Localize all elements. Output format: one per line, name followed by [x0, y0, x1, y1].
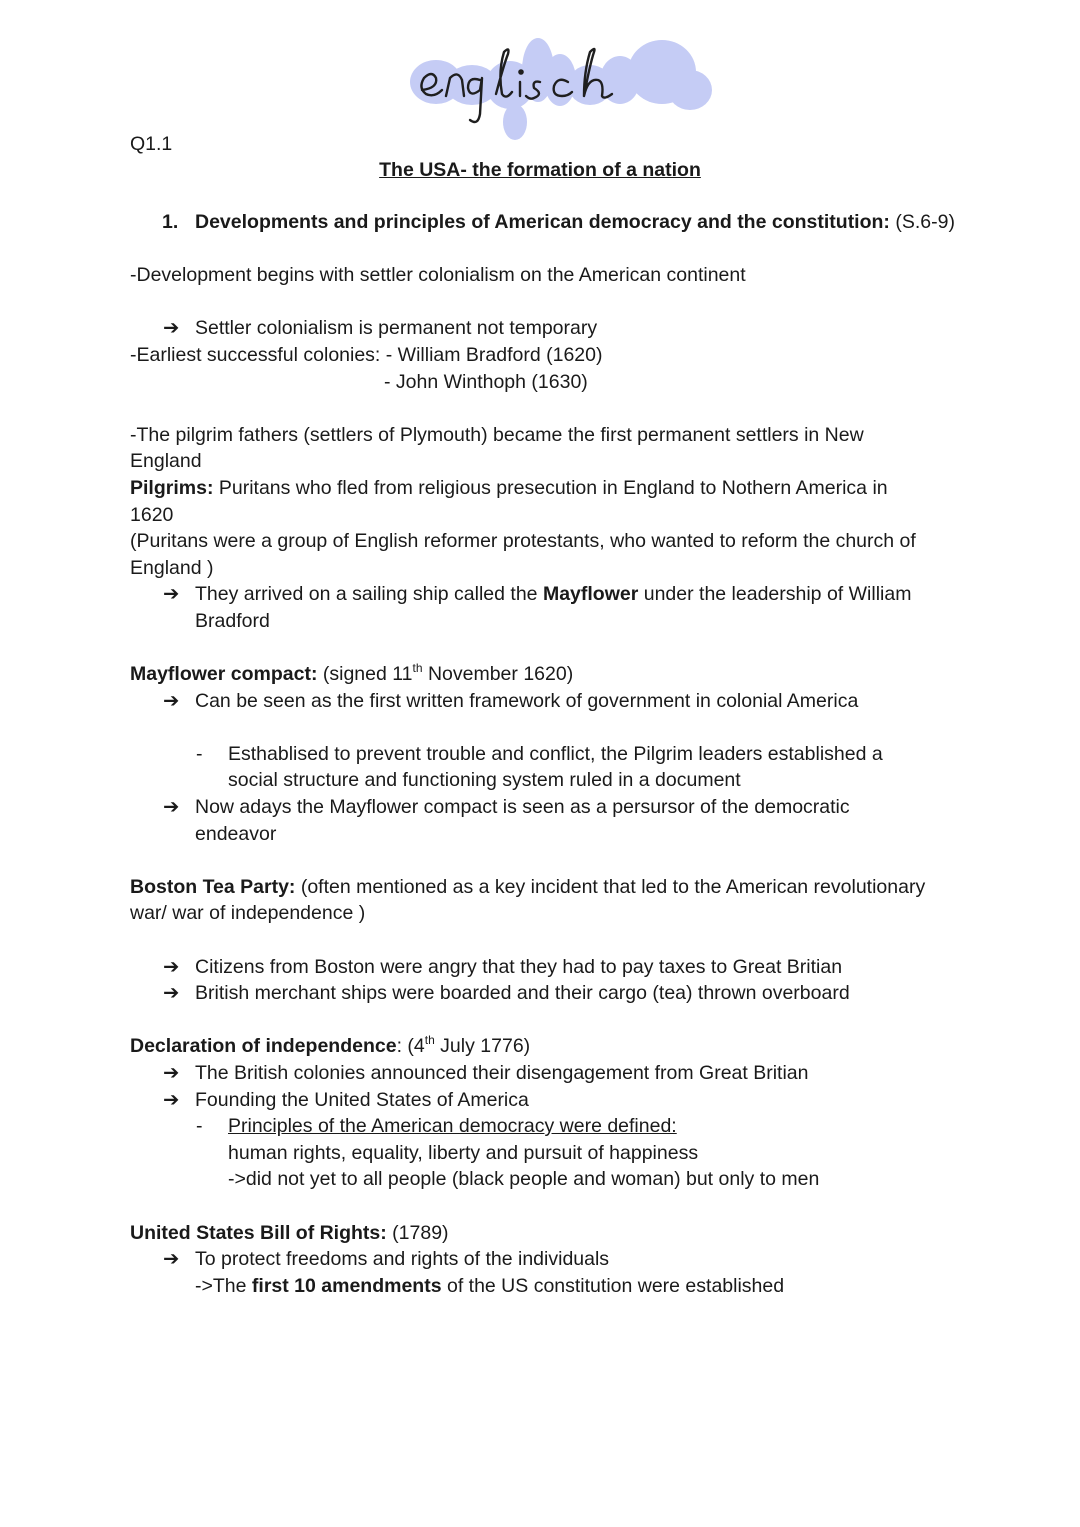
bullet-text: Esthablised to prevent trouble and conflict, the Pilgrim leaders established a	[228, 742, 883, 765]
definition-declaration	[130, 1033, 960, 1060]
term-label: Boston Tea Party:	[130, 875, 296, 898]
paragraph: - John Winthoph (1630)	[384, 370, 588, 393]
paragraph: Bradford	[195, 609, 270, 632]
paragraph: social structure and functioning system ruled in a document	[228, 769, 741, 792]
arrow-icon: ➔	[163, 317, 180, 340]
arrow-icon: ➔	[163, 583, 180, 606]
arrow-icon: ➔	[163, 1088, 180, 1111]
paragraph: -The pilgrim fathers (settlers of Plymouth) became the first permanent settlers in New	[130, 423, 864, 446]
arrow-bullet	[130, 1246, 960, 1273]
dash-marker: -	[196, 1115, 203, 1138]
arrow-icon: ➔	[163, 689, 180, 712]
dash-bullet	[130, 1113, 960, 1140]
section-heading	[130, 209, 960, 236]
paragraph: -Earliest successful colonies: - William Bradford (1620)	[130, 343, 603, 366]
definition-pilgrims	[130, 475, 960, 502]
section-pages: (S.6-9)	[889, 211, 955, 233]
englisch-logo	[400, 30, 720, 150]
logo-graphic	[400, 30, 720, 150]
dash-bullet	[130, 741, 960, 768]
date-text: (1789)	[386, 1221, 449, 1244]
arrow-bullet	[130, 581, 960, 608]
arrow-bullet	[130, 1087, 960, 1114]
paragraph: human rights, equality, liberty and pursuit of happiness	[228, 1141, 699, 1164]
arrow-icon: ➔	[163, 955, 180, 978]
superscript: th	[424, 1033, 435, 1048]
bullet-text: Founding the United States of America	[195, 1088, 529, 1111]
bullet-text: Principles of the American democracy were defined:	[228, 1115, 677, 1138]
amendments-line	[130, 1273, 960, 1300]
bullet-text: under the leadership of William	[638, 583, 912, 606]
page-title: The USA- the formation of a nation	[379, 159, 701, 181]
bullet-text: Settler colonialism is permanent not temporary	[195, 317, 598, 340]
ship-name: Mayflower	[542, 583, 639, 606]
superscript: th	[412, 661, 423, 676]
term-label: Mayflower compact:	[130, 663, 318, 686]
paragraph: England	[130, 450, 202, 473]
paragraph-text: ->The	[195, 1274, 252, 1297]
definition-bill-of-rights	[130, 1220, 960, 1247]
paragraph: war/ war of independence )	[130, 902, 366, 925]
arrow-icon: ➔	[163, 982, 180, 1005]
paragraph: endeavor	[195, 822, 277, 845]
arrow-bullet	[130, 794, 960, 821]
section-number: 1.	[162, 211, 179, 233]
bullet-text: They arrived on a sailing ship called the	[195, 583, 543, 606]
paragraph: England )	[130, 556, 214, 579]
arrow-icon: ➔	[163, 1062, 180, 1084]
bullet-text: British merchant ships were boarded and their cargo (tea) thrown overboard	[195, 982, 850, 1005]
date-text: July 1776)	[434, 1035, 531, 1058]
arrow-icon: ➔	[163, 1248, 180, 1271]
arrow-bullet	[130, 1060, 960, 1087]
emphasis-text: first 10 amendments	[251, 1274, 442, 1297]
paragraph: ->did not yet to all people (black people and woman) but only to men	[228, 1168, 820, 1191]
arrow-bullet	[130, 315, 960, 342]
bullet-text: Now adays the Mayflower compact is seen as a persursor of the democratic	[195, 796, 850, 819]
term-label: Pilgrims:	[130, 476, 214, 499]
date-text: : (4	[396, 1035, 425, 1058]
paragraph: (Puritans were a group of English reformer protestants, who wanted to reform the church of	[130, 530, 916, 553]
paragraph: -Development begins with settler colonialism on the American continent	[130, 264, 746, 287]
definition-boston-tea-party	[130, 874, 960, 901]
arrow-bullet	[130, 980, 960, 1007]
dash-marker: -	[196, 742, 203, 765]
arrow-icon: ➔	[163, 796, 180, 819]
definition-mayflower	[130, 661, 960, 688]
bullet-text: Can be seen as the first written framework of government in colonial America	[195, 689, 859, 712]
bullet-text: The British colonies announced their disengagement from Great Britian	[195, 1062, 809, 1084]
section-heading-text: Developments and principles of American democracy and the constitution:	[195, 211, 890, 233]
notes-body	[130, 209, 960, 1299]
term-label: Declaration of independence	[130, 1035, 397, 1058]
arrow-bullet	[130, 688, 960, 715]
paragraph-text: of the US constitution were established	[441, 1274, 785, 1297]
date-text: November 1620)	[422, 663, 574, 686]
bullet-text: Citizens from Boston were angry that they had to pay taxes to Great Britian	[195, 955, 843, 978]
paragraph: 1620	[130, 503, 174, 526]
bullet-text: To protect freedoms and rights of the individuals	[195, 1248, 610, 1271]
date-text: (signed 11	[317, 663, 413, 686]
course-code: Q1.1	[130, 133, 173, 155]
definition-text: Puritans who fled from religious presecution in England to Nothern America in	[213, 476, 888, 499]
definition-text: (often mentioned as a key incident that led to the American revolutionary	[295, 875, 926, 898]
term-label: United States Bill of Rights:	[130, 1221, 387, 1244]
arrow-bullet	[130, 954, 960, 981]
